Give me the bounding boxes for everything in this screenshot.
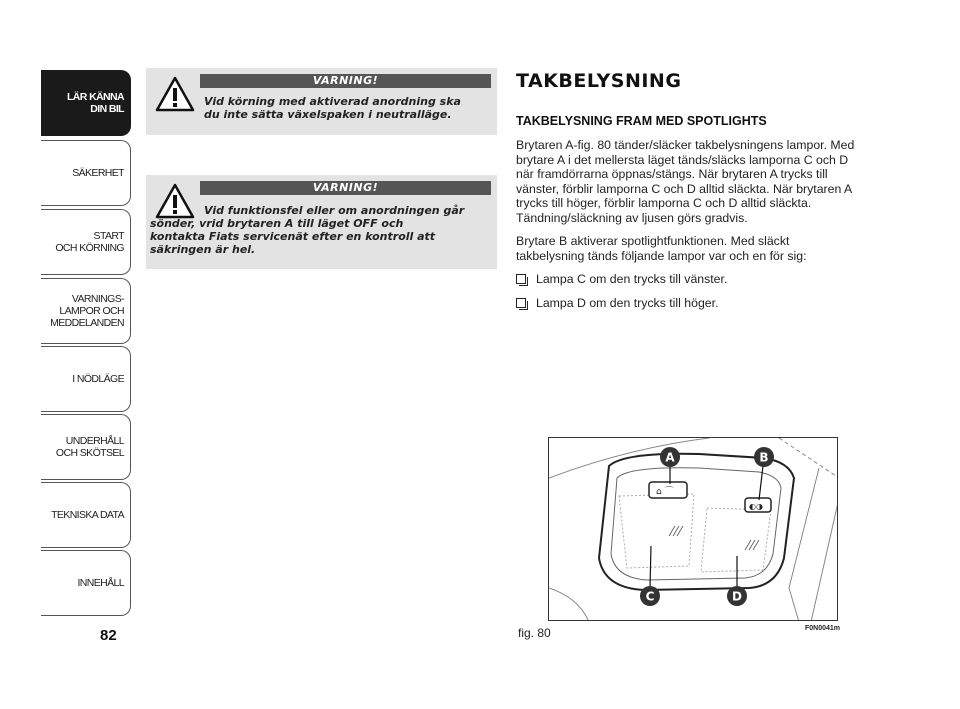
tab-start-och-korning[interactable]: START OCH KÖRNING <box>41 209 131 275</box>
list-item-text: Lampa D om den trycks till höger. <box>536 296 719 310</box>
tab-i-nodlage[interactable]: I NÖDLÄGE <box>41 346 131 412</box>
paragraph: Brytare B aktiverar spotlightfunktionen. Med släckt takbelysning tänds följande lampor var och en för sig: <box>516 234 807 263</box>
warning-text: Vid funktionsfel eller om anordningen går sönder, vrid brytaren A till läget OFF och kontakta Fiats servicenät efter en kontroll att säkringen är hel. <box>150 204 465 256</box>
svg-text:C: C <box>645 589 655 604</box>
callout-a <box>660 447 680 467</box>
section-title: TAKBELYSNING <box>516 70 682 92</box>
page-number: 82 <box>100 627 117 644</box>
figure-caption: fig. 80 <box>518 626 551 640</box>
svg-text:◐◑: ◐◑ <box>749 502 763 511</box>
checkbox-bullet-icon <box>516 274 526 284</box>
list-item-text: Lampa C om den trycks till vänster. <box>536 272 728 286</box>
list-item <box>516 296 718 310</box>
tab-sakerhet[interactable]: SÄKERHET <box>41 140 131 206</box>
ceiling-light-illustration <box>549 438 838 621</box>
tab-lar-kanna-din-bil[interactable]: LÄR KÄNNA DIN BIL <box>41 70 131 136</box>
callout-d <box>727 586 747 606</box>
checkbox-bullet-icon <box>516 298 526 308</box>
figure-80 <box>548 437 838 621</box>
warning-heading: VARNING! <box>200 74 491 88</box>
section-subtitle: TAKBELYSNING FRAM MED SPOTLIGHTS <box>516 114 767 128</box>
warning-box <box>146 175 497 269</box>
tab-varningslampor[interactable]: VARNINGS- LAMPOR OCH MEDDELANDEN <box>41 278 131 344</box>
warning-triangle-icon <box>155 76 195 112</box>
tab-tekniska-data[interactable]: TEKNISKA DATA <box>41 482 131 548</box>
svg-text:A: A <box>665 450 675 465</box>
figure-code: F0N0041m <box>805 625 841 632</box>
tab-innehall[interactable]: INNEHÅLL <box>41 550 131 616</box>
warning-heading: VARNING! <box>200 181 491 195</box>
warning-text: Vid körning med aktiverad anordning ska du inte sätta växelspaken i neutralläge. <box>204 95 461 121</box>
svg-text:⌂ ⌒: ⌂ ⌒ <box>656 487 674 497</box>
svg-text:D: D <box>732 589 742 604</box>
list-item <box>516 272 727 286</box>
paragraph: Brytaren A-fig. 80 tänder/släcker takbelysningens lampor. Med brytare A i det mellersta läget tänds/släcks lamporna C och D när framdörrarna öppnas/stängs. När brytaren A trycks till vänster, förblir lamporna C och D alltid släckta. När brytaren A trycks till höger, förblir lamporna C och D alltid släckta. Tändning/släckning av ljusen görs gradvis. <box>516 138 855 225</box>
callout-c <box>640 586 660 606</box>
svg-text:B: B <box>759 450 769 465</box>
callout-b <box>754 447 774 467</box>
warning-box <box>146 68 497 135</box>
tab-underhall-och-skotsel[interactable]: UNDERHÅLL OCH SKÖTSEL <box>41 414 131 480</box>
